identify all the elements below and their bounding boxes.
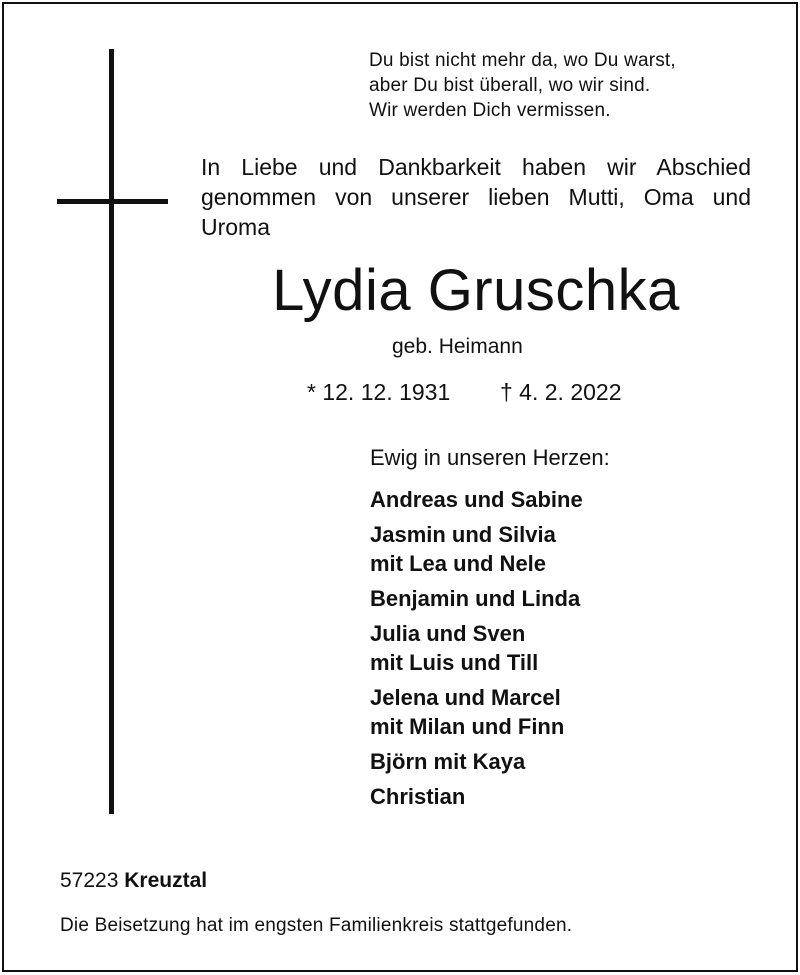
quote-line: Wir werden Dich vermissen. [369, 100, 611, 121]
quote-line: Du bist nicht mehr da, wo Du warst, [369, 50, 676, 71]
intro-line: Uroma [201, 214, 271, 240]
mourner-group [370, 584, 583, 613]
mourner-line: Benjamin und Linda [370, 586, 581, 611]
postcode: 57223 [60, 869, 119, 892]
birth-date: * 12. 12. 1931 [307, 379, 451, 405]
death-date: † 4. 2. 2022 [500, 379, 622, 405]
mourner-group [370, 619, 583, 677]
mourner-line: Christian [370, 784, 466, 809]
intro-line: genommen von unserer lieben Mutti, Oma und [201, 184, 751, 210]
mourner-group [370, 520, 583, 578]
mourner-line: Jelena und Marcel [370, 685, 561, 710]
mourners-heading: Ewig in unseren Herzen: [370, 445, 610, 470]
mourners-list [370, 485, 583, 817]
burial-notice: Die Beisetzung hat im engsten Familienkreis stattgefunden. [60, 915, 573, 936]
mourner-group [370, 683, 583, 741]
mourner-line: Björn mit Kaya [370, 749, 526, 774]
mourner-line: mit Lea und Nele [370, 551, 547, 576]
cross-icon-vertical-bar [109, 49, 114, 814]
mourner-group [370, 747, 583, 776]
mourner-group [370, 485, 583, 514]
quote-line: aber Du bist überall, wo wir sind. [369, 75, 651, 96]
mourner-group [370, 782, 583, 811]
mourner-line: Andreas und Sabine [370, 487, 583, 512]
mourner-line: Julia und Sven [370, 621, 526, 646]
obituary-frame [2, 2, 798, 972]
intro-text [201, 152, 751, 242]
birth-name: geb. Heimann [392, 335, 523, 358]
mourner-line: mit Milan und Finn [370, 714, 565, 739]
cross-icon-horizontal-bar [57, 199, 168, 204]
mourner-line: Jasmin und Silvia [370, 522, 556, 547]
mourner-line: mit Luis und Till [370, 650, 539, 675]
intro-line: In Liebe und Dankbarkeit haben wir Abschied [201, 154, 751, 180]
city: Kreuztal [124, 869, 208, 892]
address [60, 868, 207, 894]
memorial-quote [369, 48, 676, 123]
deceased-name: Lydia Gruschka [272, 258, 680, 323]
